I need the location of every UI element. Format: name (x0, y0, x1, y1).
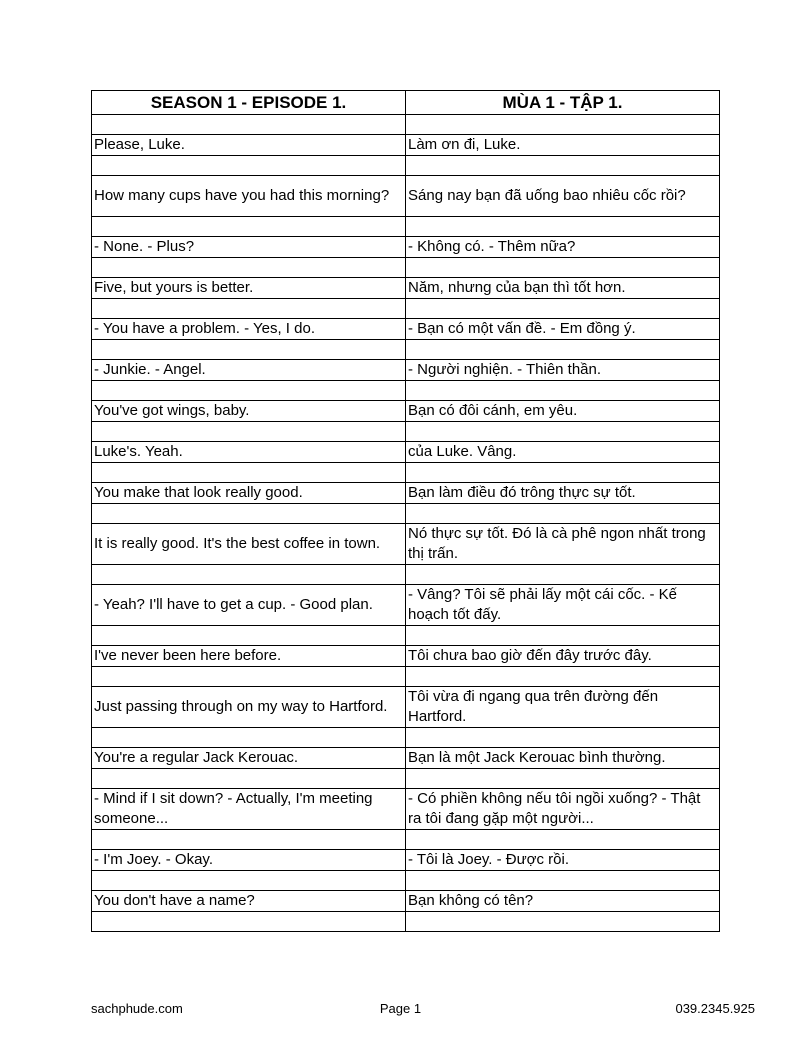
vietnamese-line: Sáng nay bạn đã uống bao nhiêu cốc rồi? (406, 176, 720, 217)
table-row (92, 319, 720, 340)
subtitle-table (91, 90, 720, 932)
header-english: SEASON 1 - EPISODE 1. (92, 91, 406, 115)
spacer-row (92, 626, 720, 646)
spacer-row (92, 769, 720, 789)
spacer-row (92, 115, 720, 135)
vietnamese-line: - Người nghiện. - Thiên thần. (406, 360, 720, 381)
spacer-row (92, 463, 720, 483)
english-line: You don't have a name? (92, 891, 406, 912)
spacer-row (92, 299, 720, 319)
spacer-row (92, 258, 720, 278)
header-row (92, 91, 720, 115)
english-line: Please, Luke. (92, 135, 406, 156)
vietnamese-line: Bạn làm điều đó trông thực sự tốt. (406, 483, 720, 504)
english-line: How many cups have you had this morning? (92, 176, 406, 217)
vietnamese-line: Nó thực sự tốt. Đó là cà phê ngon nhất trong thị trấn. (406, 524, 720, 565)
table-row (92, 646, 720, 667)
english-line: It is really good. It's the best coffee in town. (92, 524, 406, 565)
spacer-row (92, 871, 720, 891)
vietnamese-line: - Không có. - Thêm nữa? (406, 237, 720, 258)
footer-website: sachphude.com (91, 1001, 183, 1016)
english-line: - Mind if I sit down? - Actually, I'm meeting someone... (92, 789, 406, 830)
english-line: Five, but yours is better. (92, 278, 406, 299)
table-row (92, 524, 720, 565)
english-line: You make that look really good. (92, 483, 406, 504)
table-row (92, 789, 720, 830)
spacer-row (92, 340, 720, 360)
footer-page-number: Page 1 (379, 1001, 422, 1016)
english-line: Luke's. Yeah. (92, 442, 406, 463)
english-line: - Yeah? I'll have to get a cup. - Good plan. (92, 585, 406, 626)
vietnamese-line: Tôi chưa bao giờ đến đây trước đây. (406, 646, 720, 667)
english-line: - Junkie. - Angel. (92, 360, 406, 381)
header-vietnamese: MÙA 1 - TẬP 1. (406, 91, 720, 115)
table-row (92, 748, 720, 769)
vietnamese-line: Bạn có đôi cánh, em yêu. (406, 401, 720, 422)
english-line: - You have a problem. - Yes, I do. (92, 319, 406, 340)
vietnamese-line: - Bạn có một vấn đề. - Em đồng ý. (406, 319, 720, 340)
english-line: You're a regular Jack Kerouac. (92, 748, 406, 769)
spacer-row (92, 156, 720, 176)
table-row (92, 442, 720, 463)
vietnamese-line: Bạn không có tên? (406, 891, 720, 912)
vietnamese-line: Năm, nhưng của bạn thì tốt hơn. (406, 278, 720, 299)
spacer-row (92, 667, 720, 687)
table-row (92, 850, 720, 871)
vietnamese-line: Bạn là một Jack Kerouac bình thường. (406, 748, 720, 769)
vietnamese-line: - Tôi là Joey. - Được rồi. (406, 850, 720, 871)
vietnamese-line: Làm ơn đi, Luke. (406, 135, 720, 156)
vietnamese-line: Tôi vừa đi ngang qua trên đường đến Hartford. (406, 687, 720, 728)
table-row (92, 135, 720, 156)
vietnamese-line: - Vâng? Tôi sẽ phải lấy một cái cốc. - Kế hoạch tốt đấy. (406, 585, 720, 626)
english-line: Just passing through on my way to Hartford. (92, 687, 406, 728)
english-line: You've got wings, baby. (92, 401, 406, 422)
spacer-row (92, 565, 720, 585)
spacer-row (92, 504, 720, 524)
english-line: - I'm Joey. - Okay. (92, 850, 406, 871)
english-line: I've never been here before. (92, 646, 406, 667)
table-row (92, 401, 720, 422)
spacer-row (92, 830, 720, 850)
spacer-row (92, 422, 720, 442)
table-row (92, 891, 720, 912)
table-row (92, 176, 720, 217)
table-row (92, 237, 720, 258)
spacer-row (92, 381, 720, 401)
vietnamese-line: của Luke. Vâng. (406, 442, 720, 463)
vietnamese-line: - Có phiền không nếu tôi ngồi xuống? - Thật ra tôi đang gặp một người... (406, 789, 720, 830)
table-row (92, 585, 720, 626)
table-row (92, 278, 720, 299)
table-row (92, 483, 720, 504)
table-row (92, 687, 720, 728)
spacer-row (92, 728, 720, 748)
footer-phone: 039.2345.925 (675, 1001, 755, 1016)
spacer-row (92, 912, 720, 932)
english-line: - None. - Plus? (92, 237, 406, 258)
spacer-row (92, 217, 720, 237)
table-row (92, 360, 720, 381)
